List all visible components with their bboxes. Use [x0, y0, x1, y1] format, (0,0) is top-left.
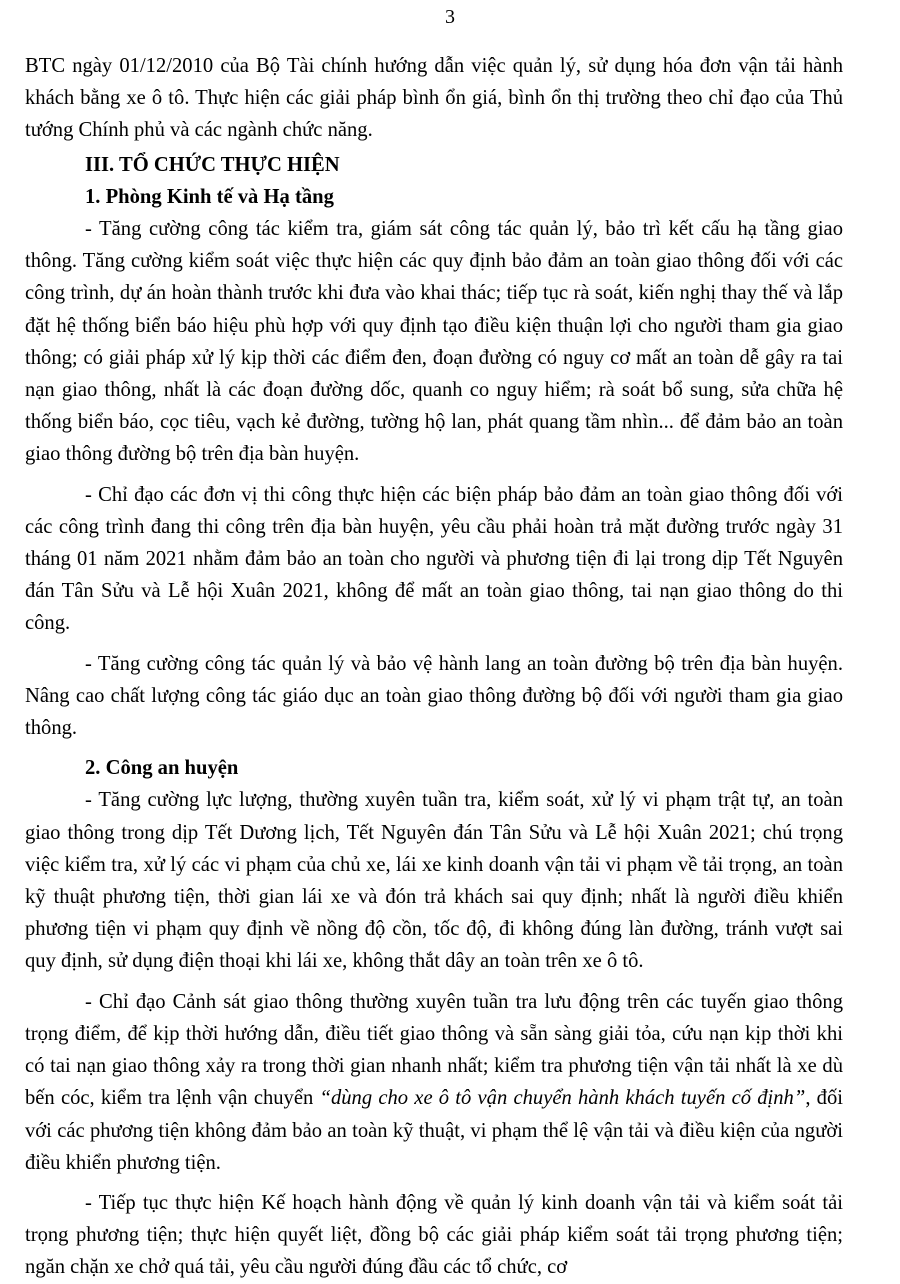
paragraph: - Tăng cường công tác kiểm tra, giám sát công tác quản lý, bảo trì kết cấu hạ tầng giao thông. Tăng cường kiểm soát việc thực hiện các quy định bảo đảm an toàn giao thông đối với các công trình, dự án hoàn thành trước khi đưa vào khai thác; tiếp tục rà soát, kiến nghị thay thế và lắp đặt hệ thống biển báo hiệu phù hợp với quy định tạo điều kiện thuận lợi cho người tham gia giao thông; có giải pháp xử lý kịp thời các điểm đen, đoạn đường có nguy cơ mất an toàn dễ gây ra tai nạn giao thông, nhất là các đoạn đường dốc, quanh co nguy hiểm; rà soát bổ sung, sửa chữa hệ thống biển báo, cọc tiêu, vạch kẻ đường, tường hộ lan, phát quang tầm nhìn... để đảm bảo an toàn giao thông đường bộ trên địa bàn huyện.	[25, 218, 843, 466]
paragraph: - Chỉ đạo các đơn vị thi công thực hiện các biện pháp bảo đảm an toàn giao thông đối với các công trình đang thi công trên địa bàn huyện, yêu cầu phải hoàn trả mặt đường trước ngày 31 tháng 01 năm 2021 nhằm đảm bảo an toàn cho người và phương tiện đi lại trong dịp Tết Nguyên đán Tân Sửu và Lễ hội Xuân 2021, không để mất an toàn giao thông, tai nạn giao thông do thi công.	[25, 483, 843, 635]
paragraph: - Tăng cường lực lượng, thường xuyên tuần tra, kiểm soát, xử lý vi phạm trật tự, an toàn giao thông trong dịp Tết Dương lịch, Tết Nguyên đán Tân Sửu và Lễ hội Xuân 2021; chú trọng việc kiểm tra, xử lý các vi phạm của chủ xe, lái xe kinh doanh vận tải vi phạm về tải trọng, an toàn kỹ thuật phương tiện, thời gian lái xe và đón trả khách sai quy định; nhất là người điều khiển phương tiện vi phạm quy định về nồng độ cồn, tốc độ, đi không đúng làn đường, tránh vượt sai quy định, sử dụng điện thoại khi lái xe, không thắt dây an toàn trên xe ô tô.	[25, 789, 843, 973]
paragraph: - Tiếp tục thực hiện Kế hoạch hành động về quản lý kinh doanh vận tải và kiểm soát tải trọng phương tiện; thực hiện quyết liệt, đồng bộ các giải pháp kiểm soát tải trọng phương tiện; ngăn chặn xe chở quá tải, yêu cầu người đúng đầu các tổ chức, cơ	[25, 1191, 843, 1279]
document-body	[25, 50, 843, 1284]
paragraph: - Tăng cường công tác quản lý và bảo vệ hành lang an toàn đường bộ trên địa bàn huyện. Nâng cao chất lượng công tác giáo dục an toàn giao thông đường bộ đối với người tham gia giao thông.	[25, 652, 843, 740]
paragraph-text: - Chỉ đạo Cảnh sát giao thông thường xuyên tuần tra lưu động trên các tuyến giao thông trọng điểm, để kịp thời hướng dẫn, điều tiết giao thông và sẵn sàng giải tỏa, cứu nạn kịp thời khi có tai nạn giao thông xảy ra trong thời gian nhanh nhất; kiểm tra phương tiện vận tải nhất là xe dù bến cóc, kiểm tra lệnh vận chuyển	[25, 990, 843, 1110]
section-heading: III. TỔ CHỨC THỰC HIỆN	[85, 153, 340, 176]
subsection-heading-police: 2. Công an huyện	[85, 757, 239, 780]
paragraph-continuation: BTC ngày 01/12/2010 của Bộ Tài chính hướng dẫn việc quản lý, sử dụng hóa đơn vận tải hành khách bằng xe ô tô. Thực hiện các giải pháp bình ổn giá, bình ổn thị trường theo chỉ đạo của Thủ tướng Chính phủ và các ngành chức năng.	[25, 55, 843, 142]
paragraph	[25, 986, 843, 1179]
subsection-heading-economy: 1. Phòng Kinh tế và Hạ tầng	[85, 185, 334, 208]
quoted-italic-text: “dùng cho xe ô tô vận chuyển hành khách tuyến cố định”	[319, 1087, 806, 1110]
paragraph-text: , đối với các phương tiện không đảm bảo an toàn kỹ thuật, vi phạm thể lệ vận tải và điều kiện của người điều khiển phương tiện.	[25, 1087, 843, 1174]
page-number: 3	[445, 6, 455, 28]
